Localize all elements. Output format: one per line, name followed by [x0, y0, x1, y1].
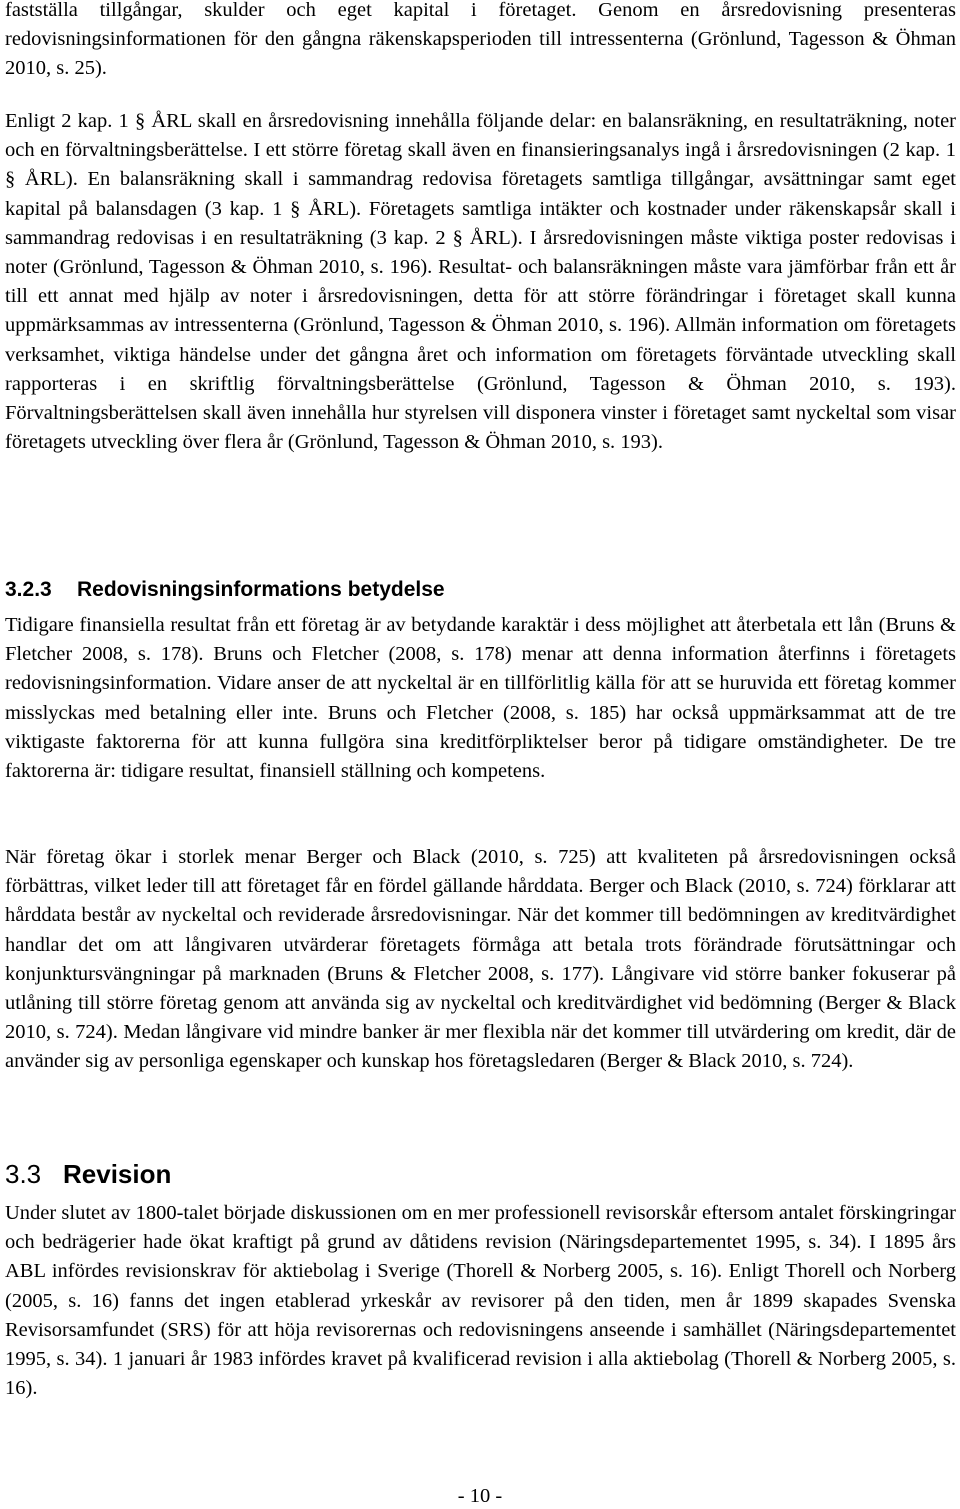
- paragraph-5: Under slutet av 1800-talet började diskussionen om en mer professionell revisorskår eftersom antalet förskingringar och bedrägerier hade ökat kraftigt på grund av dåtidens revision (Näringsdepartementet 1995, s. 34). I 1895 års ABL infördes revisionskrav för aktiebolag i Sverige (Thorell & Norberg 2005, s. 16). Enligt Thorell och Norberg (2005, s. 16) fanns det ingen etablerad yrkeskår av revisorer på den tiden, men år 1899 skapades Svenska Revisorsamfundet (SRS) för att höja revisorernas och redovisningens anseende i samhället (Näringsdepartementet 1995, s. 34). 1 januari år 1983 infördes kravet på kvalificerad revision i alla aktiebolag (Thorell & Norberg 2005, s. 16).: [5, 1202, 956, 1400]
- section-number: 3.2.3: [5, 578, 52, 601]
- paragraph-1: fastställa tillgångar, skulder och eget kapital i företaget. Genom en årsredovisning presenteras redovisningsinformationen för den gångna räkenskapsperioden till intressenterna (Grönlund, Tagesson & Öhman 2010, s. 25).: [5, 0, 956, 80]
- section-heading-3-2-3: [5, 575, 956, 604]
- paragraph-4: När företag ökar i storlek menar Berger och Black (2010, s. 725) att kvaliteten på årsredovisningen också förbättras, vilket leder till att företaget får en fördel gällande hårddata. Berger och Black (2010, s. 724) förklarar att hårddata består av nyckeltal och reviderade årsredovisningar. När det kommer till bedömningen av kreditvärdighet handlar det om att långivaren utvärderar företagets förmåga att betala trots förändrade förutsättningar och konjunktursvängningar på marknaden (Bruns & Fletcher 2008, s. 177). Långivare vid större banker fokuserar på utlåning till större företag genom att använda sig av nyckeltal och kreditvärdighet vid bedömning (Berger & Black 2010, s. 724). Medan långivare vid mindre banker är mer flexibla när det kommer till utvärdering om kredit, där de använder sig av personliga egenskaper och kunskap hos företagsledaren (Berger & Black 2010, s. 724).: [5, 846, 956, 1073]
- page-number: - 10 -: [457, 1485, 503, 1507]
- paragraph-2: Enligt 2 kap. 1 § ÅRL skall en årsredovisning innehålla följande delar: en balansräkning, en resultaträkning, noter och en förvaltningsberättelse. I ett större företag skall även en finansieringsanalys ingå i årsredovisningen (2 kap. 1 § ÅRL). En balansräkning skall i sammandrag redovisa företagets samtliga tillgångar, avsättningar samt eget kapital på balansdagen (3 kap. 1 § ÅRL). Företagets samtliga intäkter och kostnader under räkenskapsår skall i sammandrag redovisas i en resultaträkning (3 kap. 2 § ÅRL). I årsredovisningen måste viktiga poster redovisas i noter (Grönlund, Tagesson & Öhman 2010, s. 196). Resultat- och balansräkningen måste vara jämförbar från ett år till ett annat med hjälp av noter i årsredovisningen, detta för att större förändringar i företaget skall kunna uppmärksammas av intressenterna (Grönlund, Tagesson & Öhman 2010, s. 196). Allmän information om företagets verksamhet, viktiga händelse under det gångna året och information om företagets förväntade utveckling skall rapporteras i en skriftlig förvaltningsberättelse (Grönlund, Tagesson & Öhman 2010, s. 193). Förvaltningsberättelsen skall även innehålla hur styrelsen vill disponera vinster i företaget samt nyckeltal som visar företagets utveckling över flera år (Grönlund, Tagesson & Öhman 2010, s. 193).: [5, 110, 956, 454]
- section-title: Revision: [63, 1159, 172, 1189]
- section-heading-3-3: [5, 1158, 956, 1190]
- section-title: Redovisningsinformations betydelse: [77, 578, 445, 601]
- paragraph-3: Tidigare finansiella resultat från ett företag är av betydande karaktär i dess möjlighet att återbetala ett lån (Bruns & Fletcher 2008, s. 178). Bruns och Fletcher (2008, s. 178) menar att denna information återfinns i företagets redovisningsinformation. Vidare anser de att nyckeltal är en tillförlitlig källa för att se huruvida ett företag kommer misslyckas med betalning eller inte. Bruns och Fletcher (2008, s. 185) har också uppmärksammat att de tre viktigaste faktorerna för att kunna fullgöra sina kreditförpliktelser beror på tidigare omständigheter. De tre faktorerna är: tidigare resultat, finansiell ställning och kompetens.: [5, 614, 956, 783]
- section-number: 3.3: [5, 1159, 42, 1189]
